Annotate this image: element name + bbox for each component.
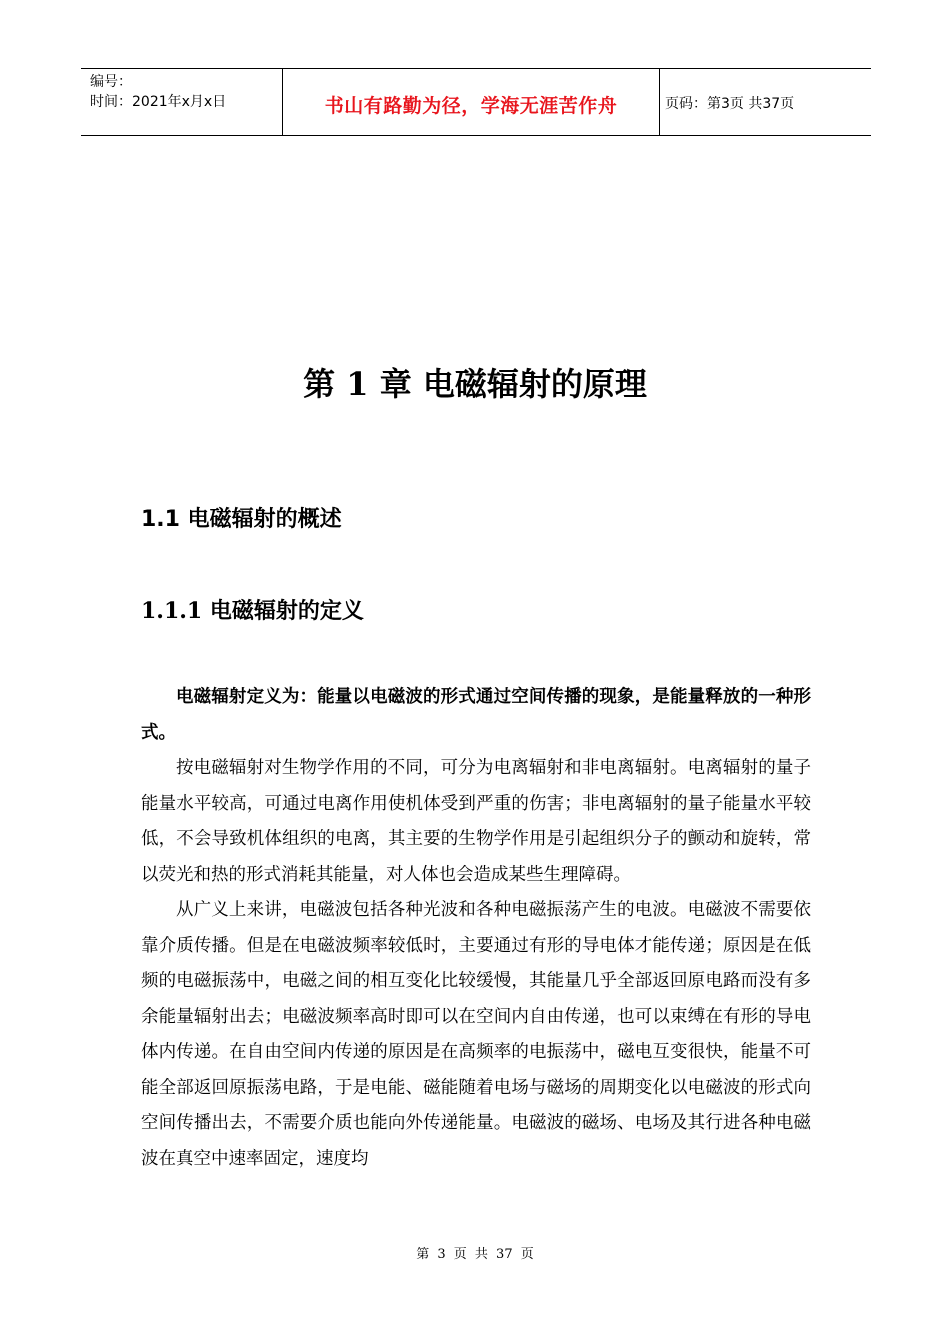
subsection-heading: 1.1.1 电磁辐射的定义 — [141, 598, 364, 624]
section-heading: 1.1 电磁辐射的概述 — [141, 507, 342, 532]
header-page-info: 页码：第3页 共37页 — [665, 96, 795, 112]
header-meta — [81, 69, 283, 135]
page-header — [81, 68, 871, 136]
body-paragraph: 按电磁辐射对生物学作用的不同，可分为电离辐射和非电离辐射。电离辐射的量子能量水平较高，可通过电离作用使机体受到严重的伤害；非电离辐射的量子能量水平较低，不会导致机体组织的电离，其主要的生物学作用是引起组织分子的颤动和旋转，常以荧光和热的形式消耗其能量，对人体也会造成某些生理障碍。 — [141, 758, 811, 885]
body-text — [141, 680, 811, 1177]
header-number-label: 编号： — [90, 74, 132, 90]
chapter-title: 第 1 章 电磁辐射的原理 — [303, 365, 647, 403]
definition-paragraph: 电磁辐射定义为：能量以电磁波的形式通过空间传播的现象，是能量释放的一种形式。 — [141, 687, 811, 743]
header-time-label: 时间：2021年x月x日 — [90, 94, 227, 110]
body-paragraph: 从广义上来讲，电磁波包括各种光波和各种电磁振荡产生的电波。电磁波不需要依靠介质传播。但是在电磁波频率较低时，主要通过有形的导电体才能传递；原因是在低频的电磁振荡中，电磁之间的相互变化比较缓慢，其能量几乎全部返回原电路而没有多余能量辐射出去；电磁波频率高时即可以在空间内自由传递，也可以束缚在有形的导电体内传递。在自由空间内传递的原因是在高频率的电振荡中，磁电互变很快，能量不可能全部返回原振荡电路，于是电能、磁能随着电场与磁场的周期变化以电磁波的形式向空间传播出去，不需要介质也能向外传递能量。电磁波的磁场、电场及其行进各种电磁波在真空中速率固定，速度均 — [141, 900, 811, 1169]
page-footer: 第 3 页 共 37 页 — [416, 1247, 534, 1262]
header-motto: 书山有路勤为径，学海无涯苦作舟 — [283, 69, 660, 135]
